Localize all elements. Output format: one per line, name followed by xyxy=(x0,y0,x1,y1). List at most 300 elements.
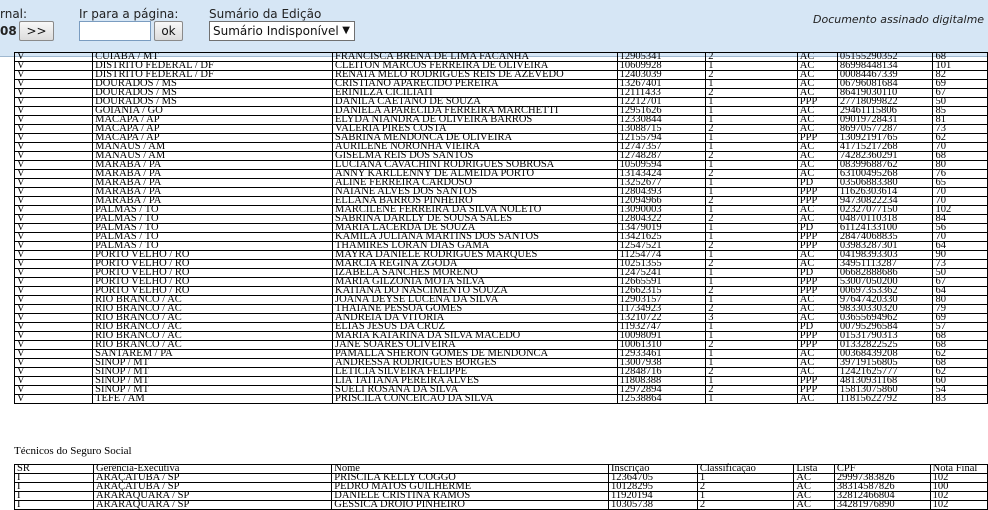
cell-cpf: 03655694962 xyxy=(837,314,933,323)
cell-gerencia: ARARAQUARA / SP xyxy=(93,492,331,501)
cell-classificacao: 2 xyxy=(706,170,797,179)
cell-sr: V xyxy=(15,71,93,80)
cell-gerencia: RIO BRANCO / AC xyxy=(93,305,333,314)
cell-sr: V xyxy=(15,188,93,197)
cell-nota: 102 xyxy=(930,501,987,510)
cell-lista: PPP xyxy=(797,233,837,242)
cell-lista: AC xyxy=(797,161,837,170)
cell-lista: PPP xyxy=(797,386,837,395)
cell-nome: CRISTIANO APARECIDO PEREIRA xyxy=(332,80,617,89)
cell-inscricao: 12111433 xyxy=(617,89,706,98)
cell-nota: 82 xyxy=(933,71,988,80)
cell-lista: PPP xyxy=(797,278,837,287)
cell-lista: AC xyxy=(794,492,835,501)
cell-inscricao: 12364705 xyxy=(608,474,697,483)
cell-sr: V xyxy=(15,152,93,161)
cell-classificacao: 1 xyxy=(697,474,794,483)
cell-nome: GISELMA REIS DOS SANTOS xyxy=(332,152,617,161)
cell-nome: KAMILA JULIANA MARTINS DOS SANTOS xyxy=(332,233,617,242)
cell-nome: IZABELA SANCHES MORENO xyxy=(332,269,617,278)
cell-lista: PD xyxy=(797,224,837,233)
summary-label: Sumário da Edição xyxy=(209,7,322,21)
cell-inscricao: 11734923 xyxy=(617,305,706,314)
cell-lista: PPP xyxy=(797,197,837,206)
cell-lista: AC xyxy=(797,215,837,224)
cell-lista: AC xyxy=(794,483,835,492)
cell-lista: PPP xyxy=(797,341,837,350)
cell-lista: AC xyxy=(797,116,837,125)
cell-gerencia: DISTRITO FEDERAL / DF xyxy=(93,62,333,71)
cell-lista: AC xyxy=(797,53,837,62)
signed-document-note: Documento assinado digitalme xyxy=(813,13,985,26)
cell-classificacao: 1 xyxy=(706,98,797,107)
table-row xyxy=(15,501,988,510)
cell-sr: V xyxy=(15,287,93,296)
cell-sr: I xyxy=(15,474,94,483)
cell-lista: AC xyxy=(797,80,837,89)
cell-inscricao: 12905341 xyxy=(617,53,706,62)
cell-gerencia: SANTAREM / PA xyxy=(93,350,333,359)
cell-nome: THAIANE PESSOA GOMES xyxy=(332,305,617,314)
cell-cpf: 06796081684 xyxy=(837,80,933,89)
cell-sr: V xyxy=(15,368,93,377)
cell-gerencia: DOURADOS / MS xyxy=(93,80,333,89)
cell-cpf: 63100495268 xyxy=(837,170,933,179)
cell-lista: AC xyxy=(797,350,837,359)
cell-lista: AC xyxy=(797,206,837,215)
cell-nota: 85 xyxy=(933,107,988,116)
cell-inscricao: 12848716 xyxy=(617,368,706,377)
cell-gerencia: MANAUS / AM xyxy=(93,152,333,161)
cell-nota: 70 xyxy=(933,233,988,242)
header-inscricao: Inscrição xyxy=(608,465,697,474)
cell-sr: I xyxy=(15,492,94,501)
cell-cpf: 00795296584 xyxy=(837,323,933,332)
cell-sr: V xyxy=(15,206,93,215)
page-number: 08 xyxy=(0,24,17,38)
cell-nota: 70 xyxy=(933,143,988,152)
cell-lista: PPP xyxy=(797,134,837,143)
cell-sr: V xyxy=(15,107,93,116)
table-row xyxy=(15,395,988,404)
cell-classificacao: 1 xyxy=(706,251,797,260)
cell-nome: SABRINA MENDONCA DE OLIVEIRA xyxy=(332,134,617,143)
cell-inscricao: 10509594 xyxy=(617,161,706,170)
cell-nota: 102 xyxy=(930,492,987,501)
cell-cpf: 32812466804 xyxy=(834,492,930,501)
cell-sr: V xyxy=(15,53,93,62)
cell-nota: 101 xyxy=(933,62,988,71)
cell-nota: 62 xyxy=(933,134,988,143)
cell-nota: 84 xyxy=(933,215,988,224)
cell-inscricao: 12804322 xyxy=(617,215,706,224)
cell-inscricao: 12094966 xyxy=(617,197,706,206)
cell-gerencia: PORTO VELHO / RO xyxy=(93,278,333,287)
cell-cpf: 11626303614 xyxy=(837,188,933,197)
cell-lista: AC xyxy=(797,107,837,116)
cell-lista: AC xyxy=(797,395,837,404)
cell-inscricao: 10098091 xyxy=(617,332,706,341)
cell-lista: AC xyxy=(797,260,837,269)
cell-gerencia: MACAPA / AP xyxy=(93,116,333,125)
cell-cpf: 15813075860 xyxy=(837,386,933,395)
cell-sr: V xyxy=(15,314,93,323)
cell-sr: V xyxy=(15,350,93,359)
cell-nome: JANE SOARES OLIVEIRA xyxy=(332,341,617,350)
cell-nome: AURILENE NORONHA VIEIRA xyxy=(332,143,617,152)
cell-gerencia: PORTO VELHO / RO xyxy=(93,251,333,260)
cell-inscricao: 12538864 xyxy=(617,395,706,404)
cell-nome: MARIA LACERDA DE SOUZA xyxy=(332,224,617,233)
cell-nome: DANIELE CRISTINA RAMOS xyxy=(332,492,609,501)
summary-select[interactable] xyxy=(209,21,355,41)
goto-page-input[interactable] xyxy=(79,21,151,41)
cell-nome: ANDRESSA RODRIGUES BORGES xyxy=(332,359,617,368)
results-table xyxy=(14,52,988,404)
cell-lista: PPP xyxy=(797,377,837,386)
cell-nota: 69 xyxy=(933,314,988,323)
cell-lista: AC xyxy=(797,170,837,179)
cell-nota: 70 xyxy=(933,188,988,197)
cell-classificacao: 2 xyxy=(706,152,797,161)
cell-gerencia: PALMAS / TO xyxy=(93,224,333,233)
cell-nome: MARCILENE FERREIRA DA SILVA NOLETO xyxy=(332,206,617,215)
cell-nota: 90 xyxy=(933,251,988,260)
cell-lista: AC xyxy=(797,368,837,377)
cell-inscricao: 12403039 xyxy=(617,71,706,80)
cell-nome: SABRINA DARLLY DE SOUSA SALES xyxy=(332,215,617,224)
cell-nota: 57 xyxy=(933,323,988,332)
cell-nome: LIA TATIANA PEREIRA ALVES xyxy=(332,377,617,386)
cell-lista: AC xyxy=(797,359,837,368)
cell-lista: AC xyxy=(797,143,837,152)
cell-lista: PPP xyxy=(797,332,837,341)
cell-gerencia: PALMAS / TO xyxy=(93,242,333,251)
cell-cpf: 13092191765 xyxy=(837,134,933,143)
cell-classificacao: 2 xyxy=(706,386,797,395)
cell-nota: 50 xyxy=(933,98,988,107)
cell-cpf: 38314587826 xyxy=(834,483,930,492)
cell-cpf: 04198393303 xyxy=(837,251,933,260)
cell-nome: FRANCISCA BRENA DE LIMA FACANHA xyxy=(332,53,617,62)
cell-sr: I xyxy=(15,501,94,510)
cell-nota: 73 xyxy=(933,260,988,269)
document-page xyxy=(0,51,988,510)
cell-cpf: 74282360291 xyxy=(837,152,933,161)
cell-lista: AC xyxy=(797,251,837,260)
cell-classificacao: 2 xyxy=(706,53,797,62)
cell-gerencia: RIO BRANCO / AC xyxy=(93,332,333,341)
cell-classificacao: 2 xyxy=(706,260,797,269)
cell-lista: PPP xyxy=(797,98,837,107)
cell-cpf: 00697353362 xyxy=(837,287,933,296)
header-nota: Nota Final xyxy=(930,465,987,474)
cell-gerencia: TEFE / AM xyxy=(93,395,333,404)
cell-gerencia: MARABA / PA xyxy=(93,161,333,170)
cell-gerencia: RIO BRANCO / AC xyxy=(93,341,333,350)
section-title: Técnicos do Seguro Social xyxy=(14,445,132,457)
cell-classificacao: 2 xyxy=(706,125,797,134)
cell-sr: V xyxy=(15,224,93,233)
cell-inscricao: 12951626 xyxy=(617,107,706,116)
results-table-2 xyxy=(14,464,988,510)
cell-sr: V xyxy=(15,332,93,341)
cell-nota: 102 xyxy=(933,206,988,215)
cell-cpf: 09019728431 xyxy=(837,116,933,125)
cell-inscricao: 13421625 xyxy=(617,233,706,242)
cell-nota: 100 xyxy=(930,483,987,492)
cell-gerencia: ARAÇATUBA / SP xyxy=(93,474,331,483)
cell-nota: 62 xyxy=(933,368,988,377)
header-nome: Nome xyxy=(332,465,609,474)
cell-inscricao: 11254774 xyxy=(617,251,706,260)
cell-gerencia: PALMAS / TO xyxy=(93,233,333,242)
cell-cpf: 29461115806 xyxy=(837,107,933,116)
cell-inscricao: 10609928 xyxy=(617,62,706,71)
cell-classificacao: 1 xyxy=(706,62,797,71)
cell-nome: DANIELA APARECIDA FERREIRA MARCHETTI xyxy=(332,107,617,116)
cell-classificacao: 2 xyxy=(706,242,797,251)
cell-inscricao: 12748287 xyxy=(617,152,706,161)
cell-cpf: 34951113287 xyxy=(837,260,933,269)
cell-lista: PD xyxy=(797,323,837,332)
cell-sr: V xyxy=(15,278,93,287)
goto-page-label: Ir para a página: xyxy=(79,7,179,21)
cell-classificacao: 2 xyxy=(697,483,794,492)
cell-sr: V xyxy=(15,170,93,179)
ok-button[interactable]: ok xyxy=(154,21,183,41)
cell-sr: V xyxy=(15,359,93,368)
cell-sr: V xyxy=(15,233,93,242)
cell-lista: AC xyxy=(794,474,835,483)
cell-classificacao: 3 xyxy=(706,314,797,323)
next-page-button[interactable]: >> xyxy=(19,21,54,41)
cell-sr: V xyxy=(15,323,93,332)
cell-sr: V xyxy=(15,260,93,269)
cell-sr: V xyxy=(15,62,93,71)
cell-sr: V xyxy=(15,251,93,260)
cell-classificacao: 1 xyxy=(706,233,797,242)
cell-lista: PPP xyxy=(797,242,837,251)
summary-select-value: Sumário Indisponível xyxy=(213,24,339,38)
cell-cpf: 48130931168 xyxy=(837,377,933,386)
cell-classificacao: 2 xyxy=(706,305,797,314)
cell-lista: AC xyxy=(797,71,837,80)
cell-nome: VALERIA PIRES COSTA xyxy=(332,125,617,134)
cell-gerencia: RIO BRANCO / AC xyxy=(93,323,333,332)
cell-nota: 81 xyxy=(933,116,988,125)
cell-nome: DANILA CAETANO DE SOUZA xyxy=(332,98,617,107)
cell-cpf: 05155290352 xyxy=(837,53,933,62)
cell-nota: 73 xyxy=(933,125,988,134)
cell-cpf: 41715217268 xyxy=(837,143,933,152)
cell-gerencia: MARABA / PA xyxy=(93,170,333,179)
cell-classificacao: 1 xyxy=(706,188,797,197)
cell-classificacao: 1 xyxy=(706,80,797,89)
cell-cpf: 03506883380 xyxy=(837,179,933,188)
cell-nota: 80 xyxy=(933,296,988,305)
cell-lista: AC xyxy=(797,89,837,98)
cell-gerencia: PORTO VELHO / RO xyxy=(93,260,333,269)
cell-gerencia: MARABA / PA xyxy=(93,188,333,197)
cell-cpf: 04870110318 xyxy=(837,215,933,224)
cell-sr: I xyxy=(15,483,94,492)
cell-classificacao: 1 xyxy=(706,395,797,404)
cell-classificacao: 1 xyxy=(706,332,797,341)
cell-inscricao: 10061310 xyxy=(617,341,706,350)
header-cpf: CPF xyxy=(834,465,930,474)
cell-inscricao: 12665591 xyxy=(617,278,706,287)
cell-cpf: 29997383826 xyxy=(834,474,930,483)
cell-nome: LUCIANA CAVACHINI RODRIGUES SOBROSA xyxy=(332,161,617,170)
cell-nome: ANNY KARLLENNY DE ALMEIDA PORTO xyxy=(332,170,617,179)
cell-lista: PD xyxy=(797,179,837,188)
cell-sr: V xyxy=(15,116,93,125)
cell-nome: MAYRA DANIELE RODRIGUES MARQUES xyxy=(332,251,617,260)
cell-classificacao: 1 xyxy=(706,116,797,125)
cell-classificacao: 1 xyxy=(706,224,797,233)
cell-inscricao: 12212701 xyxy=(617,98,706,107)
cell-cpf: 12421625777 xyxy=(837,368,933,377)
cell-inscricao: 10128295 xyxy=(608,483,697,492)
cell-nome: CLEITON MARCOS FERREIRA DE OLIVEIRA xyxy=(332,62,617,71)
header-lista: Lista xyxy=(794,465,835,474)
cell-nota: 68 xyxy=(933,359,988,368)
cell-cpf: 34281976890 xyxy=(834,501,930,510)
cell-sr: V xyxy=(15,296,93,305)
cell-classificacao: 1 xyxy=(706,269,797,278)
cell-classificacao: 1 xyxy=(706,107,797,116)
cell-classificacao: 2 xyxy=(706,341,797,350)
cell-sr: V xyxy=(15,89,93,98)
cell-gerencia: CUIABA / MT xyxy=(93,53,333,62)
cell-nota: 69 xyxy=(933,80,988,89)
cell-classificacao: 2 xyxy=(706,197,797,206)
cell-gerencia: MACAPA / AP xyxy=(93,134,333,143)
cell-nome: SUELI ROSANA DA SILVA xyxy=(332,386,617,395)
cell-lista: PPP xyxy=(797,287,837,296)
cell-inscricao: 12547521 xyxy=(617,242,706,251)
cell-nome: PEDRO MATOS GUILHERME xyxy=(332,483,609,492)
cell-lista: AC xyxy=(797,296,837,305)
cell-gerencia: MANAUS / AM xyxy=(93,143,333,152)
cell-lista: AC xyxy=(797,125,837,134)
cell-classificacao: 1 xyxy=(706,296,797,305)
cell-gerencia: ARAÇATUBA / SP xyxy=(93,483,331,492)
cell-nome: LETICIA SILVEIRA FELIPPE xyxy=(332,368,617,377)
cell-classificacao: 1 xyxy=(706,350,797,359)
cell-cpf: 86970577287 xyxy=(837,125,933,134)
cell-cpf: 01531790313 xyxy=(837,332,933,341)
cell-gerencia: DISTRITO FEDERAL / DF xyxy=(93,71,333,80)
cell-nota: 68 xyxy=(933,341,988,350)
header-classificacao: Classificação xyxy=(697,465,794,474)
top-toolbar xyxy=(0,0,988,57)
cell-gerencia: SINOP / MT xyxy=(93,359,333,368)
cell-classificacao: 1 xyxy=(697,492,794,501)
cell-lista: AC xyxy=(797,62,837,71)
cell-lista: PPP xyxy=(797,188,837,197)
cell-classificacao: 2 xyxy=(706,215,797,224)
cell-classificacao: 1 xyxy=(706,278,797,287)
cell-nome: ANDREIA DA VITORIA xyxy=(332,314,617,323)
cell-sr: V xyxy=(15,134,93,143)
cell-sr: V xyxy=(15,341,93,350)
cell-gerencia: SINOP / MT xyxy=(93,377,333,386)
cell-cpf: 01332822525 xyxy=(837,341,933,350)
cell-nota: 60 xyxy=(933,377,988,386)
cell-nome: MARIA GILZONIA MOTA SILVA xyxy=(332,278,617,287)
cell-gerencia: RIO BRANCO / AC xyxy=(93,296,333,305)
cell-classificacao: 2 xyxy=(697,501,794,510)
cell-classificacao: 1 xyxy=(706,359,797,368)
cell-classificacao: 1 xyxy=(706,134,797,143)
cell-nome: PRISCILA KELLY COGGO xyxy=(332,474,609,483)
cell-nome: ELLANA BARROS PINHEIRO xyxy=(332,197,617,206)
cell-gerencia: DOURADOS / MS xyxy=(93,89,333,98)
cell-gerencia: ARARAQUARA / SP xyxy=(93,501,331,510)
cell-lista: AC xyxy=(797,152,837,161)
cell-gerencia: SINOP / MT xyxy=(93,368,333,377)
cell-classificacao: 2 xyxy=(706,89,797,98)
cell-nome: ERINILZA CICILIATI xyxy=(332,89,617,98)
cell-nota: 62 xyxy=(933,350,988,359)
cell-inscricao: 12747357 xyxy=(617,143,706,152)
header-sr: SR xyxy=(15,465,94,474)
cell-gerencia: DOURADOS / MS xyxy=(93,98,333,107)
cell-inscricao: 13479019 xyxy=(617,224,706,233)
cell-inscricao: 12933461 xyxy=(617,350,706,359)
cell-inscricao: 13090003 xyxy=(617,206,706,215)
cell-sr: V xyxy=(15,143,93,152)
cell-sr: V xyxy=(15,161,93,170)
cell-classificacao: 2 xyxy=(706,368,797,377)
cell-classificacao: 2 xyxy=(706,287,797,296)
cell-cpf: 03983287301 xyxy=(837,242,933,251)
cell-inscricao: 10305738 xyxy=(608,501,697,510)
cell-nota: 64 xyxy=(933,287,988,296)
header-gerencia: Gerência-Executiva xyxy=(93,465,331,474)
cell-classificacao: 1 xyxy=(706,143,797,152)
cell-cpf: 53007050200 xyxy=(837,278,933,287)
cell-cpf: 28474068835 xyxy=(837,233,933,242)
cell-inscricao: 11808388 xyxy=(617,377,706,386)
cell-sr: V xyxy=(15,215,93,224)
cell-nota: 50 xyxy=(933,269,988,278)
cell-nota: 102 xyxy=(930,474,987,483)
cell-nome: GESSICA DROIO PINHEIRO xyxy=(332,501,609,510)
cell-cpf: 02327077150 xyxy=(837,206,933,215)
cell-lista: AC xyxy=(797,314,837,323)
cell-inscricao: 13210722 xyxy=(617,314,706,323)
cell-nome: MARIA KATARINA DA SILVA MACEDO xyxy=(332,332,617,341)
cell-nome: ALINE FERREIRA CARDOSO xyxy=(332,179,617,188)
cell-sr: V xyxy=(15,197,93,206)
cell-gerencia: PORTO VELHO / RO xyxy=(93,269,333,278)
cell-cpf: 08399688762 xyxy=(837,161,933,170)
cell-sr: V xyxy=(15,242,93,251)
cell-nota: 56 xyxy=(933,224,988,233)
cell-sr: V xyxy=(15,395,93,404)
cell-cpf: 86998448134 xyxy=(837,62,933,71)
cell-nota: 64 xyxy=(933,242,988,251)
cell-nome: PRISCILA CONCEICAO DA SILVA xyxy=(332,395,617,404)
cell-cpf: 97647420330 xyxy=(837,296,933,305)
cell-nome: KATIANA DO NASCIMENTO SOUZA xyxy=(332,287,617,296)
cell-gerencia: SINOP / MT xyxy=(93,386,333,395)
cell-inscricao: 13143424 xyxy=(617,170,706,179)
cell-sr: V xyxy=(15,125,93,134)
